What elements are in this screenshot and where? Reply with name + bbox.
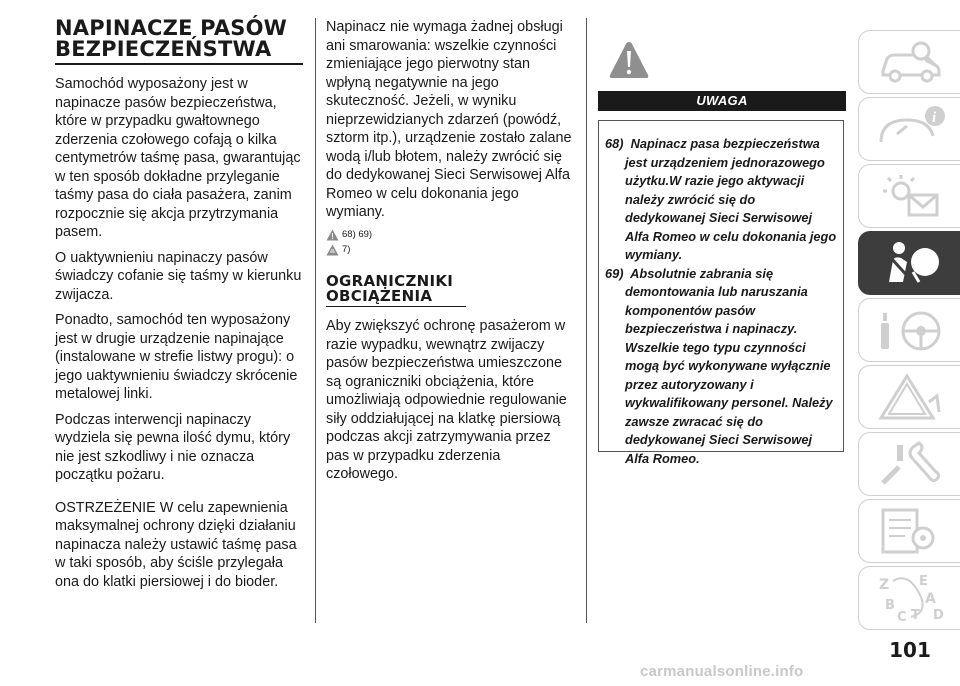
paragraph: Napinacz nie wymaga żadnej obsługi ani smarowania: wszelkie czynności zmieniające jego pierwotny stan wpłyną negatywnie na jego skuteczność. Jeżeli, w wyniku nieprzewidzianych zdarzeń (powódź, sztorm itp.), urządzenie zostało zalane wodą i/lub błotem, należy zwrócić się do dedykowanej Sieci Serwisowej Alfa Romeo w celu dokonania jego wymiany. — [326, 19, 572, 220]
index-letters-icon — [877, 573, 947, 623]
paragraph: Aby zwiększyć ochronę pasażerom w razie wypadku, wewnątrz zwijaczy pasów bezpieczeństwa umieszczone są ograniczniki obciążenia, które umożliwiają odpowiednie regulowanie siły oddziałującej na klatkę piersiową podczas akcji zatrzymywania przez pas w przypadku zderzenia czołowego. — [326, 318, 567, 482]
paragraph: Samochód wyposażony jest w napinacze pasów bezpieczeństwa, które w przypadku gwałtownego zderzenia czołowego cofają o kilka centymetrów taśmę pasa, gwarantując w ten sposób dokładne przyleganie taśmy pasa do ciała pasażera, zanim rozpocznie się akcja przytrzymania pasem. — [55, 76, 301, 240]
tab-emergency[interactable] — [858, 365, 960, 429]
svg-text:A: A — [925, 591, 936, 607]
warning-triangle-icon — [608, 40, 650, 80]
section-title-line1: NAPINACZE PASÓW — [55, 16, 288, 40]
section-title-line1: OGRANICZNIKI — [326, 271, 454, 290]
note-text: Absolutnie zabrania się demontowania lub naruszania komponentów pasów bezpieczeństwa i napinaczy. Wszelkie tego typu czynności mogą być wykonywane wyłącznie przez autoryzowany i wykwalifikowany personel. Należy zawsze zwracać się do dedykowanej Sieci Serwisowej Alfa Romeo. — [625, 265, 833, 466]
tab-seatbelt-airbag[interactable] — [858, 231, 960, 295]
column-divider — [586, 18, 587, 623]
title-underline — [326, 306, 466, 308]
tab-technical-data[interactable] — [858, 499, 960, 563]
warning-paragraph: OSTRZEŻENIE W celu zapewnienia maksymalnej ochrony dzięki działaniu napinacza należy ustawić taśmę pasa w taki sposób, aby ściśle przylegała ona do klatki piersiowej i do bioder. — [55, 499, 297, 590]
svg-text:D: D — [933, 608, 944, 623]
section-title-line2: OBCIĄŻENIA — [326, 286, 433, 305]
section-title — [55, 18, 305, 60]
tab-starting-driving[interactable] — [858, 298, 960, 362]
caution-triangle-icon — [326, 244, 339, 256]
technical-data-icon — [877, 506, 947, 556]
section-title-line2: BEZPIECZEŃSTWA — [55, 37, 272, 61]
paragraph: O uaktywnieniu napinaczy pasów świadczy cofanie się taśmy w kierunku zwijacza. — [55, 249, 302, 303]
caution-refs — [326, 244, 576, 256]
note-number: 69) — [605, 265, 624, 281]
svg-text:Z: Z — [879, 577, 890, 593]
seatbelt-airbag-icon — [877, 238, 947, 288]
warning-note — [605, 135, 839, 265]
tab-lights[interactable] — [858, 164, 960, 228]
warning-header: UWAGA — [598, 91, 846, 111]
svg-text:B: B — [885, 598, 895, 613]
caution-refs-text: 7) — [342, 244, 351, 255]
warning-triangle-icon — [326, 229, 339, 241]
svg-text:C: C — [897, 610, 907, 623]
chapter-tabs — [858, 30, 960, 633]
tab-car-overview[interactable] — [858, 30, 960, 94]
lights-mail-icon — [877, 171, 947, 221]
paragraph: Podczas interwencji napinaczy wydziela się pewna ilość dymu, który nie jest szkodliwy i nie oznacza początku pożaru. — [55, 411, 291, 483]
page-number: 101 — [889, 638, 931, 662]
svg-text:E: E — [919, 574, 928, 589]
watermark: carmanualsonline.info — [640, 663, 804, 680]
warning-triangle-car-icon — [877, 372, 947, 422]
tab-dashboard-info[interactable] — [858, 97, 960, 161]
warning-note — [605, 265, 839, 469]
wrench-icon — [877, 439, 947, 489]
note-number: 68) — [605, 136, 624, 151]
warning-refs-text: 68) 69) — [342, 229, 373, 240]
paragraph: Ponadto, samochód ten wyposażony jest w drugie urządzenie napinające (instalowane w strefie listwy progu): o jego uaktywnieniu świadczy skrócenie metalowej linki. — [55, 312, 298, 402]
tab-index[interactable] — [858, 566, 960, 630]
svg-text:i: i — [932, 110, 937, 126]
middle-column — [326, 18, 576, 491]
steering-wheel-icon — [877, 305, 947, 355]
dashboard-info-icon — [877, 104, 947, 154]
section-title — [326, 271, 576, 305]
warning-refs — [326, 229, 576, 241]
column-divider — [315, 18, 316, 623]
warning-box — [598, 120, 844, 466]
note-text: Napinacz pasa bezpieczeństwa jest urządzeniem jednorazowego użytku.W razie jego aktywacji należy zwrócić się do dedykowanej Sieci Serwisowej Alfa Romeo w celu dokonania jego wymiany. — [625, 136, 837, 262]
title-underline — [55, 63, 303, 65]
tab-maintenance[interactable] — [858, 432, 960, 496]
car-overview-icon — [877, 37, 947, 87]
svg-text:T: T — [911, 608, 920, 623]
left-column — [55, 18, 305, 598]
